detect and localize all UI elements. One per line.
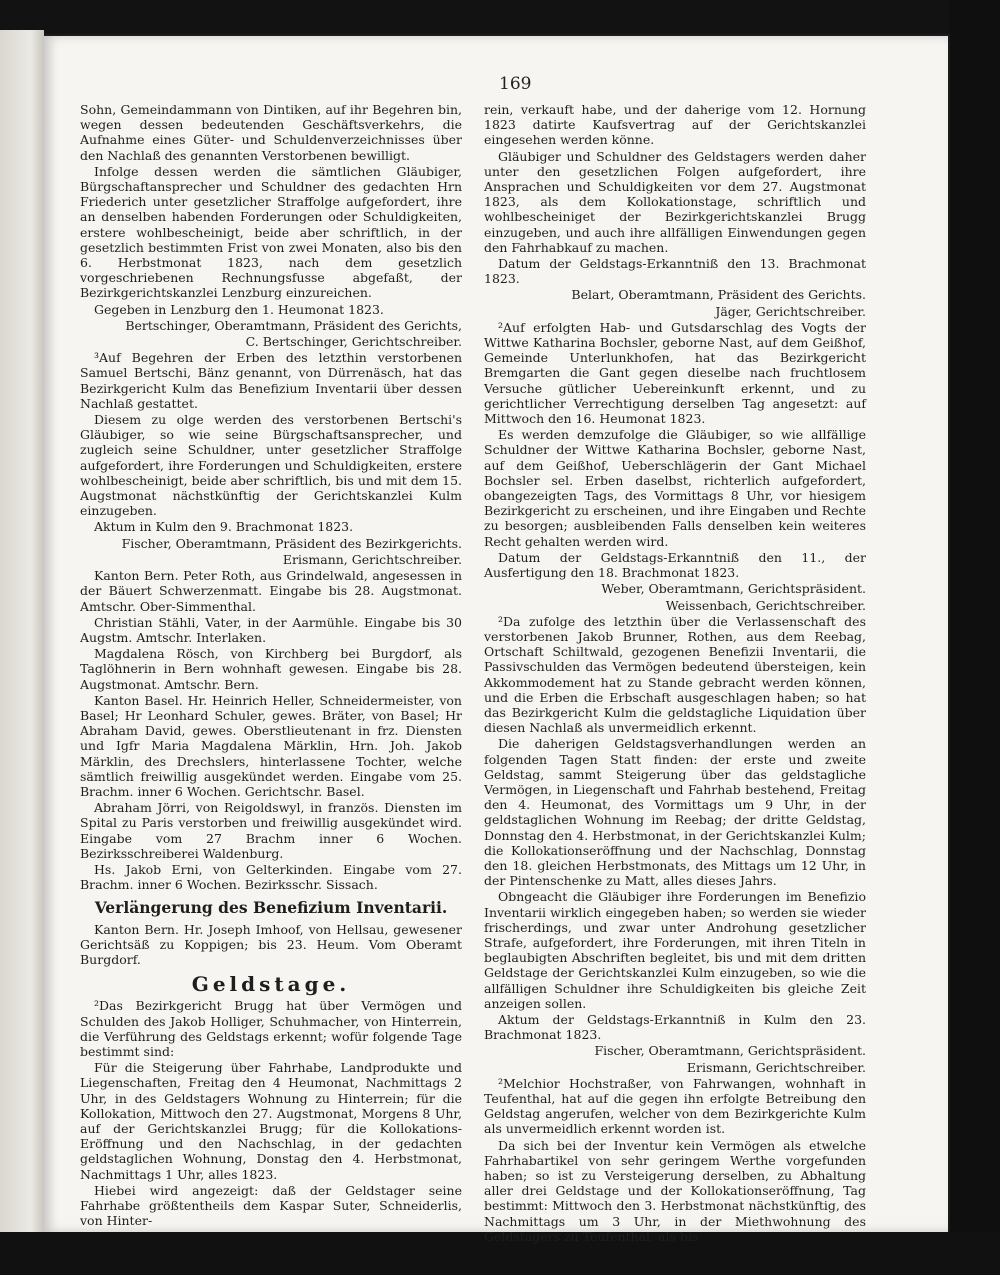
right-column-paragraph: Da sich bei der Inventur kein Vermögen als etwelche Fahrhabartikel von sehr geringem Werthe vorgefunden haben; so ist zu Versteigerung derselben, zu Abhaltung aller drei Geldstage und der Kollokationseröffnung, Tag bestimmt: Mittwoch den 3. Herbstmonat nächstkünftig, des Nachmittags um 3 Uhr, in der Miethwohnung des Geldstagers zu Teufenthal, als bis	[484, 1137, 866, 1244]
left-column-paragraph: Kanton Bern. Peter Roth, aus Grindelwald, angesessen in der Bäuert Schwerzenmatt. Eingabe bis 28. Augstmonat. Amtschr. Ober-Simmenthal.	[80, 568, 462, 614]
right-column-paragraph: ²Da zufolge des letzthin über die Verlassenschaft des verstorbenen Jakob Brunner, Rothen, aus dem Reebag, Ortschaft Schiltwald, gezogenen Benefizii Inventarii, die Passivschulden das Vermögen bedeutend übersteigen, kein Akkommodement hat zu Stande gebracht werden können, und die Erben die Erbschaft ausgeschlagen haben; so hat das Bezirkgericht Kulm die geldstagliche Liquidation über diesen Nachlaß als unvermeidlich erkennt.	[484, 613, 866, 736]
right-column-paragraph: Datum der Geldstags-Erkanntniß den 13. Brachmonat 1823.	[484, 256, 866, 287]
left-column-paragraph: Verlängerung des Benefizium Inventarii.	[94, 898, 448, 918]
right-column-paragraph: Obngeacht die Gläubiger ihre Forderungen im Benefizio Inventarii wirklich eingegeben haben; so werden sie wieder frischerdings, und zwar unter Androhung gesetzlicher Strafe, aufgefordert, ihre Forderungen, mit ihren Titeln in beglaubigten Abschriften begleitet, bis und mit dem dritten Geldstage der Gerichtskanzlei Kulm einzugeben, so wie die allfälligen Schuldner ihre Schuldigkeiten bis gleiche Zeit anzeigen sollen.	[484, 889, 866, 1011]
right-column-paragraph: Weber, Oberamtmann, Gerichtspräsident.	[601, 581, 866, 597]
right-column-paragraph: Fischer, Oberamtmann, Gerichtspräsident.	[594, 1043, 866, 1059]
left-column-paragraph: Erismann, Gerichtschreiber.	[282, 551, 462, 567]
right-column-paragraph: Weissenbach, Gerichtschreiber.	[665, 597, 866, 613]
left-column-paragraph: Sohn, Gemeindammann von Dintiken, auf ihr Begehren bin, wegen dessen bedeutenden Geschäftsverkehrs, die Aufnahme eines Güter- und Schuldenverzeichnisses über den Nachlaß des genannten Verstorbenen bewilligt.	[80, 102, 462, 163]
right-column-paragraph: rein, verkauft habe, und der daherige vom 12. Hornung 1823 datirte Kaufsvertrag auf der Gerichtskanzlei eingesehen werden könne.	[484, 102, 866, 148]
left-column-paragraph: Kanton Basel. Hr. Heinrich Heller, Schneidermeister, von Basel; Hr Leonhard Schuler, gewes. Bräter, von Basel; Hr Abraham David, gewes. Oberstlieutenant in frz. Diensten und Igfr Maria Magdalena Märklin, Hrn. Joh. Jakob Märklin, des Drechslers, hinterlassene Tochter, welche sämtlich freiwillig ausgekündet werden. Eingabe vom 25. Brachm. inner 6 Wochen. Gerichtschr. Basel.	[80, 692, 462, 799]
right-column-paragraph: Es werden demzufolge die Gläubiger, so wie allfällige Schuldner der Wittwe Katharina Bochsler, geborne Nast, auf dem Geißhof, Ueberschlägerin der Gant Michael Bochsler sel. Erben daselbst, richterlich aufgefordert, obangezeigten Tags, des Vormittags 8 Uhr, vor hiesigem Bezirkgericht zu erscheinen, und ihre Eingaben und Rechte zu besorgen; ausbleibenden Falls denselben kein weiteres Recht gehalten werden wird.	[484, 427, 866, 549]
left-column	[80, 102, 462, 1229]
right-column-paragraph: Die daherigen Geldstagsverhandlungen werden an folgenden Tagen Statt finden: der erste und zweite Geldstag, sammt Steigerung über das geldstagliche Vermögen, in Liegenschaft und Fahrhab bestehend, Freitag den 4. Heumonat, des Vormittags um 9 Uhr, in der geldstaglichen Wohnung im Reebag; der dritte Geldstag, Donnstag den 4. Herbstmonat, in der Gerichtskanzlei Kulm; die Kollokationseröffnung und der Nachschlag, Donnstag den 18. gleichen Herbstmonats, des Mittags um 12 Uhr, in der Pintenschenke zu Matt, alles dieses Jahrs.	[484, 736, 866, 889]
right-column-paragraph: Aktum der Geldstags-Erkanntniß in Kulm den 23. Brachmonat 1823.	[484, 1011, 866, 1043]
left-column-paragraph: C. Bertschinger, Gerichtschreiber.	[245, 334, 462, 350]
left-column-paragraph: Magdalena Rösch, von Kirchberg bei Burgdorf, als Taglöhnerin in Bern wohnhaft gewesen. Eingabe bis 28. Augstmonat. Amtschr. Bern.	[80, 646, 462, 692]
right-column-paragraph: Jäger, Gerichtschreiber.	[715, 303, 866, 319]
left-column-paragraph: Fischer, Oberamtmann, Präsident des Bezirkgerichts.	[121, 535, 462, 551]
scan-background-top	[0, 0, 1000, 34]
left-column-paragraph: Für die Steigerung über Fahrhabe, Landprodukte und Liegenschaften, Freitag den 4 Heumonat, Nachmittags 2 Uhr, in des Geldstagers Wohnung zu Hinterrein; für die Kollokation, Mittwoch den 27. Augstmonat, Morgens 8 Uhr, auf der Gerichtskanzlei Brugg; für die Kollokations-Eröffnung und den Nachschlag, in der gedachten geldstaglichen Wohnung, Donstag den 4. Herbstmonat, Nachmittags 1 Uhr, alles 1823.	[80, 1060, 462, 1182]
left-column-paragraph: Bertschinger, Oberamtmann, Präsident des Gerichts,	[125, 317, 462, 333]
left-column-paragraph: Infolge dessen werden die sämtlichen Gläubiger, Bürgschaftansprecher und Schuldner des gedachten Hrn Friederich unter gesetzlicher Straffolge aufgefordert, ihre an denselben habenden Forderungen oder Schuldigkeiten, erstere wohlbescheinigt, beide aber schriftlich, in der gesetzlich bestimmten Frist von zwei Monaten, also bis den 6. Herbstmonat 1823, nach dem gesetzlich vorgeschriebenen Rechnungsfusse abgefaßt, der Bezirkgerichtskanzlei Lenzburg einzureichen.	[80, 163, 462, 301]
left-column-paragraph: ²Das Bezirkgericht Brugg hat über Vermögen und Schulden des Jakob Holliger, Schuhmacher, von Hinterrein, die Verführung des Geldstags erkennt; wofür folgende Tage bestimmt sind:	[80, 998, 462, 1059]
left-column-paragraph: ³Auf Begehren der Erben des letzthin verstorbenen Samuel Bertschi, Bänz genannt, von Dürrenäsch, hat das Bezirkgericht Kulm das Benefizium Inventarii über dessen Nachlaß gestattet.	[80, 350, 462, 411]
left-column-paragraph: Diesem zu olge werden des verstorbenen Bertschi's Gläubiger, so wie seine Bürgschaftsansprecher, und zugleich seine Schuldner, unter gesetzlicher Straffolge aufgefordert, ihre Forderungen und Schuldigkeiten, erstere wohlbescheinigt, beide aber schriftlich, bis und mit dem 15. Augstmonat nächstkünftig der Gerichtskanzlei Kulm einzugeben.	[80, 412, 462, 519]
right-column-paragraph: ²Auf erfolgten Hab- und Gutsdarschlag des Vogts der Wittwe Katharina Bochsler, geborne Nast, auf dem Geißhof, Gemeinde Unterlunkhofen, hat das Bezirkgericht Bremgarten die Gant gegen dieselbe nach fruchtlosem Versuche gütlicher Uebereinkunft erkennt, und zu gerichtlicher Verrechtigung derselben Tag angesetzt: auf Mittwoch den 16. Heumonat 1823.	[484, 319, 866, 427]
left-column-paragraph: Abraham Jörri, von Reigoldswyl, in französ. Diensten im Spital zu Paris verstorben und freiwillig ausgekündet wird. Eingabe vom 27 Brachm inner 6 Wochen. Bezirksschreiberei Waldenburg.	[80, 800, 462, 861]
left-column-paragraph: Christian Stähli, Vater, in der Aarmühle. Eingabe bis 30 Augstm. Amtschr. Interlaken.	[80, 614, 462, 645]
left-column-paragraph: Hs. Jakob Erni, von Gelterkinden. Eingabe vom 27. Brachm. inner 6 Wochen. Bezirksschr. Sissach.	[80, 861, 462, 893]
left-column-paragraph: Geldstage.	[191, 972, 351, 997]
right-column-paragraph: Datum der Geldstags-Erkanntniß den 11., der Ausfertigung den 18. Brachmonat 1823.	[484, 549, 866, 581]
page-number: 169	[499, 74, 532, 94]
document-page	[44, 36, 948, 1244]
right-column-paragraph: Belart, Oberamtmann, Präsident des Gerichts.	[571, 287, 866, 303]
left-column-paragraph: Kanton Bern. Hr. Joseph Imhoof, von Hellsau, gewesener Gerichtsäß zu Koppigen; bis 23. Heum. Vom Oberamt Burgdorf.	[80, 921, 462, 967]
left-column-paragraph: Gegeben in Lenzburg den 1. Heumonat 1823.	[94, 301, 384, 317]
right-column-paragraph: ²Melchior Hochstraßer, von Fahrwangen, wohnhaft in Teufenthal, hat auf die gegen ihn erfolgte Betreibung den Geldstag angerufen, welcher von dem Bezirkgerichte Kulm als unvermeidlich erkennt worden ist.	[484, 1075, 866, 1137]
left-page-edge	[0, 30, 44, 1275]
left-column-paragraph: Aktum in Kulm den 9. Brachmonat 1823.	[94, 519, 354, 535]
right-column-paragraph: Erismann, Gerichtschreiber.	[686, 1059, 866, 1075]
scan-background-right	[950, 0, 1000, 1275]
right-column-paragraph: Gläubiger und Schuldner des Geldstagers werden daher unter den gesetzlichen Folgen aufgefordert, ihre Ansprachen und Schuldigkeiten vor dem 27. Augstmonat 1823, als dem Kollokationstage, schriftlich und wohlbescheiniget der Bezirkgerichtskanzlei Brugg einzugeben, und auch ihre allfälligen Einwendungen gegen den Fahrhabkauf zu machen.	[484, 148, 866, 255]
right-column	[484, 102, 866, 1245]
left-column-paragraph: Hiebei wird angezeigt: daß der Geldstager seine Fahrhabe größtentheils dem Kaspar Suter, Schneiderlis, von Hinter-	[80, 1182, 462, 1229]
